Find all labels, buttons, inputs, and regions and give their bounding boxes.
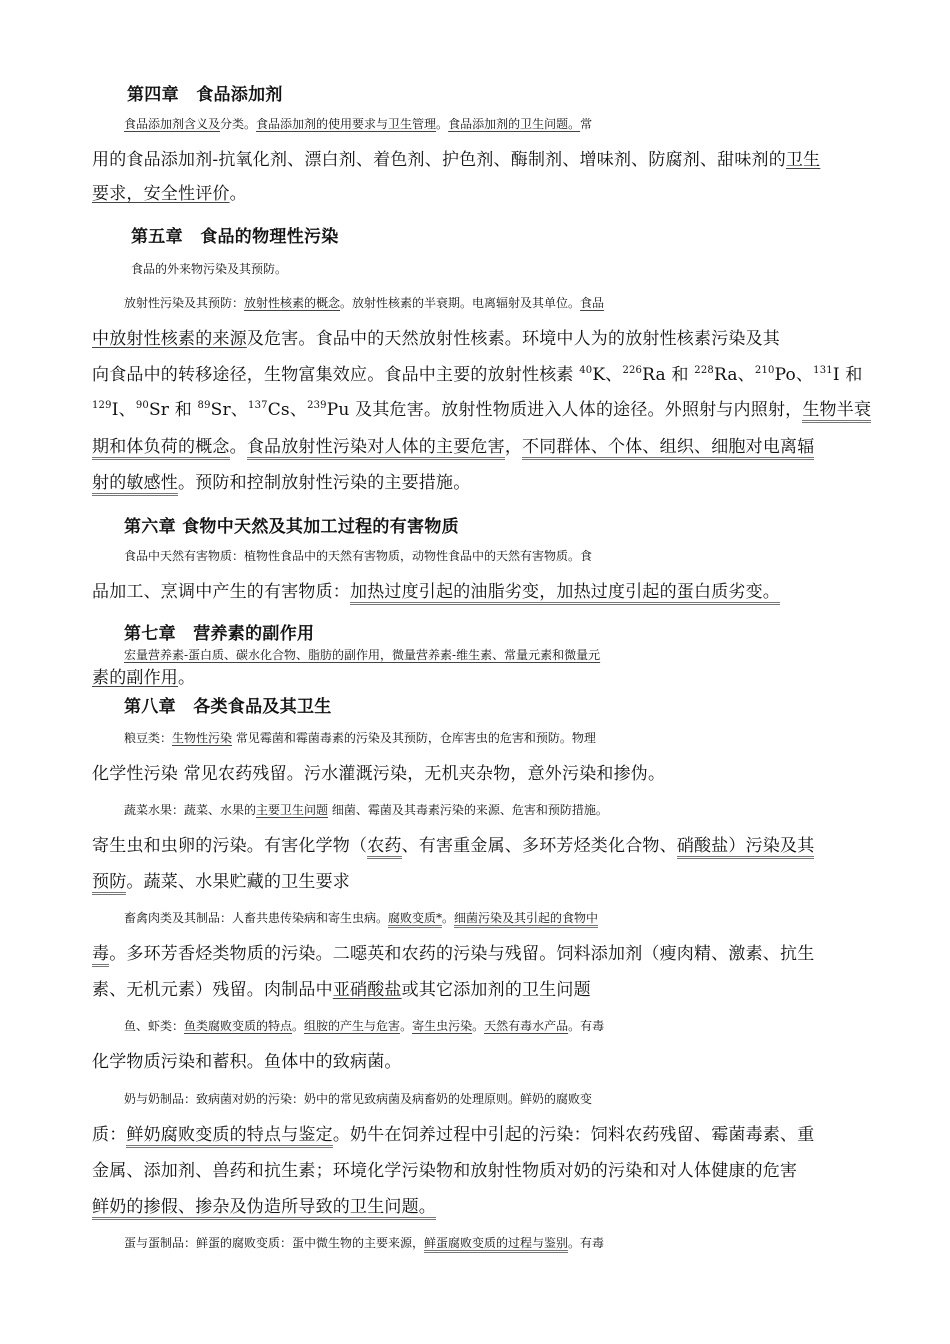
ch8-meat-line-1 [124,907,904,929]
underlined-term: 食品添加剂含义及 [124,117,221,131]
chapter-8-heading: 第八章 各类食品及其卫生 [124,697,332,717]
ch5-line-5 [92,436,872,458]
ch4-line-3 [92,183,872,205]
text: I、 [111,400,136,420]
double-underlined-term: 鲜奶的掺假、掺杂及伪造所导致的卫生问题。 [92,1197,436,1220]
double-underlined-term: 加热过度引起的油脂劣变，加热过度引起的蛋白质劣变。 [350,582,780,605]
text: 畜禽肉类及其制品：人畜共患传染病和寄生虫病。 [124,911,389,925]
underlined-term: 素的副作用 [92,668,178,688]
double-underlined-term: 细菌污染及其引起的食物中 [454,911,598,928]
underlined-term: 卫生 [785,150,821,170]
ch8-dairy-line-3: 金属、添加剂、兽药和抗生素；环境化学污染物和放射性物质对奶的污染和对人体健康的危害 [92,1161,798,1181]
text: 品加工、烹调中产生的有害物质： [92,582,350,602]
text: 。 [178,668,196,688]
superscript: 90 [135,400,149,411]
ch5-line-1 [124,292,904,314]
ch5-line-2 [92,328,872,350]
underlined-term: 亚硝酸盐 [332,980,402,1000]
underlined-term: 中放射性核素的来源 [92,329,247,349]
ch8-fish-line-1 [124,1015,904,1037]
text: 。 [442,911,455,925]
text: 细菌、霉菌及其毒素污染的来源、危害和预防措施。 [328,803,608,817]
text: 鱼、虾类： [124,1019,185,1033]
ch8-meat-line-2 [92,943,872,965]
ch8-veg-line-1 [124,799,904,821]
ch8-fish-line-2: 化学物质污染和蓄积。鱼体中的致病菌。 [92,1052,402,1072]
text: 。有毒 [568,1019,605,1033]
underlined-term: 宏量营养素-蛋白质、碳水化合物、脂肪的副作用，微量营养素-维生素、常量元素和微量元 [124,648,601,662]
superscript: 228 [694,365,714,376]
text: 素、无机元素）残留。肉制品中 [92,980,333,1000]
ch8-grain-line-2: 化学性污染 常见农药残留。污水灌溉污染，无机夹杂物，意外污染和掺伪。 [92,764,666,784]
underlined-term: 组胺的产生与危害 [304,1019,401,1033]
underlined-term: 食品添加剂的卫生问题。 [448,117,581,131]
superscript: 226 [622,365,643,376]
text: 。 [229,437,247,457]
superscript: 89 [197,400,211,411]
double-underlined-term: 食品放射性污染对人体的主要危害 [247,437,505,460]
text: 常 [580,117,593,131]
underlined-term: 要求，安全性评价 [92,184,230,204]
text: 。 [400,1019,413,1033]
text: 寄生虫和虫卵的污染。有害化学物（ [92,836,368,856]
ch6-line-2 [92,581,872,603]
text: 蔬菜水果：蔬菜、水果的 [124,803,257,817]
text: 。 [229,184,247,204]
chapter-4-heading: 第四章 食品添加剂 [127,85,283,105]
underlined-term: 鱼类腐败变质的特点 [184,1019,293,1033]
text: Pu 及其危害。放射性物质进入人体的途径。外照射与内照射， [326,400,803,420]
ch5-intro: 食品的外来物污染及其预防。 [131,262,288,276]
double-underlined-term: 期和体负荷的概念 [92,437,230,460]
text: ， [504,437,523,457]
text: 质： [92,1125,127,1145]
superscript: 129 [92,400,112,411]
text: 。预防和控制放射性污染的主要措施。 [178,473,471,493]
underlined-term: 天然有毒水产品 [484,1019,569,1033]
text: Ra 和 [642,365,695,385]
underlined-term: 主要卫生问题 [256,803,329,817]
text: 。放射性核素的半衰期。电离辐射及其单位。 [340,296,581,310]
double-underlined-term: 毒 [92,944,109,967]
text: Po、 [774,365,814,385]
underlined-term: 食品 [580,296,605,310]
ch8-meat-line-3 [92,979,872,1001]
text: 。多环芳香烃类物质的污染。二噁英和农药的污染与残留。饲料添加剂（瘦肉精、激素、抗生 [109,944,815,964]
underlined-term: 食品添加剂的使用要求与卫生管理 [256,117,437,131]
text: I 和 [832,365,863,385]
ch8-dairy-line-1: 奶与奶制品：致病菌对奶的污染：奶中的常见致病菌及病畜奶的处理原则。鲜奶的腐败变 [124,1092,593,1106]
chapter-6-heading: 第六章 食物中天然及其加工过程的有害物质 [124,517,459,537]
text: 常见霉菌和霉菌毒素的污染及其预防，仓库害虫的危害和预防。物理 [232,731,596,745]
double-underlined-term: 不同群体、个体、组织、细胞对电离辐 [522,437,814,460]
double-underlined-term: 腐败变质* [388,911,442,928]
ch8-grain-line-1 [124,727,904,749]
text: 分类。 [220,117,257,131]
chapter-7-heading: 第七章 营养素的副作用 [124,624,315,644]
underlined-term: 放射性核素的概念 [244,296,341,310]
ch6-line-1: 食品中天然有害物质：植物性食品中的天然有害物质，动物性食品中的天然有害物质。食 [124,549,593,563]
superscript: 137 [248,400,268,411]
ch5-line-3 [92,364,872,386]
superscript: 239 [307,400,327,411]
text: Sr、 [210,400,249,420]
text: 蛋与蛋制品：鲜蛋的腐败变质：蛋中微生物的主要来源， [124,1236,425,1250]
ch4-line-1 [124,113,904,135]
text: 。 [436,117,449,131]
ch8-dairy-line-4 [92,1196,872,1218]
ch5-line-4 [92,399,872,421]
double-underlined-term: 鲜蛋腐败变质的过程与鉴别 [424,1236,568,1253]
text: 。 [292,1019,305,1033]
text: 。 [472,1019,485,1033]
underlined-term: 寄生虫污染 [412,1019,473,1033]
text: 。有毒 [568,1236,605,1250]
superscript: 131 [813,365,833,376]
double-underlined-term: 硝酸盐）污染及其 [677,836,815,859]
text: 放射性污染及其预防： [124,296,245,310]
double-underlined-term: 农药 [367,836,401,859]
ch8-veg-line-3 [92,871,872,893]
text: 。蔬菜、水果贮藏的卫生要求 [126,872,351,892]
text: 。奶牛在饲养过程中引起的污染：饲料农药残留、霉菌毒素、重 [332,1125,815,1145]
text: 及危害。食品中的天然放射性核素。环境中人为的放射性核素污染及其 [246,329,781,349]
text: Cs、 [267,400,308,420]
double-underlined-term: 预防 [92,872,126,895]
text: 粮豆类： [124,731,173,745]
superscript: 40 [579,365,593,376]
ch4-line-2 [92,149,872,171]
ch8-dairy-line-2 [92,1124,872,1146]
text: 用的食品添加剂-抗氧化剂、漂白剂、着色剂、护色剂、酶制剂、增味剂、防腐剂、甜味剂的 [92,150,786,170]
text: Ra、 [713,365,755,385]
ch8-egg-line-1 [124,1232,904,1254]
ch7-line-2 [92,667,872,689]
superscript: 210 [754,365,775,376]
ch5-line-6 [92,472,872,494]
text: 、有害重金属、多环芳烃类化合物、 [401,836,677,856]
double-underlined-term: 生物半衰 [802,400,871,423]
double-underlined-term: 鲜奶腐败变质的特点与鉴定 [126,1125,332,1148]
text: 向食品中的转移途径，生物富集效应。食品中主要的放射性核素 [92,365,580,385]
double-underlined-term: 射的敏感性 [92,473,178,496]
ch7-line-1 [124,644,904,666]
text: 或其它添加剂的卫生问题 [401,980,591,1000]
text: K、 [592,365,623,385]
text: Sr 和 [148,400,198,420]
chapter-5-heading: 第五章 食品的物理性污染 [131,227,339,247]
ch8-veg-line-2 [92,835,872,857]
underlined-term: 生物性污染 [172,731,233,745]
